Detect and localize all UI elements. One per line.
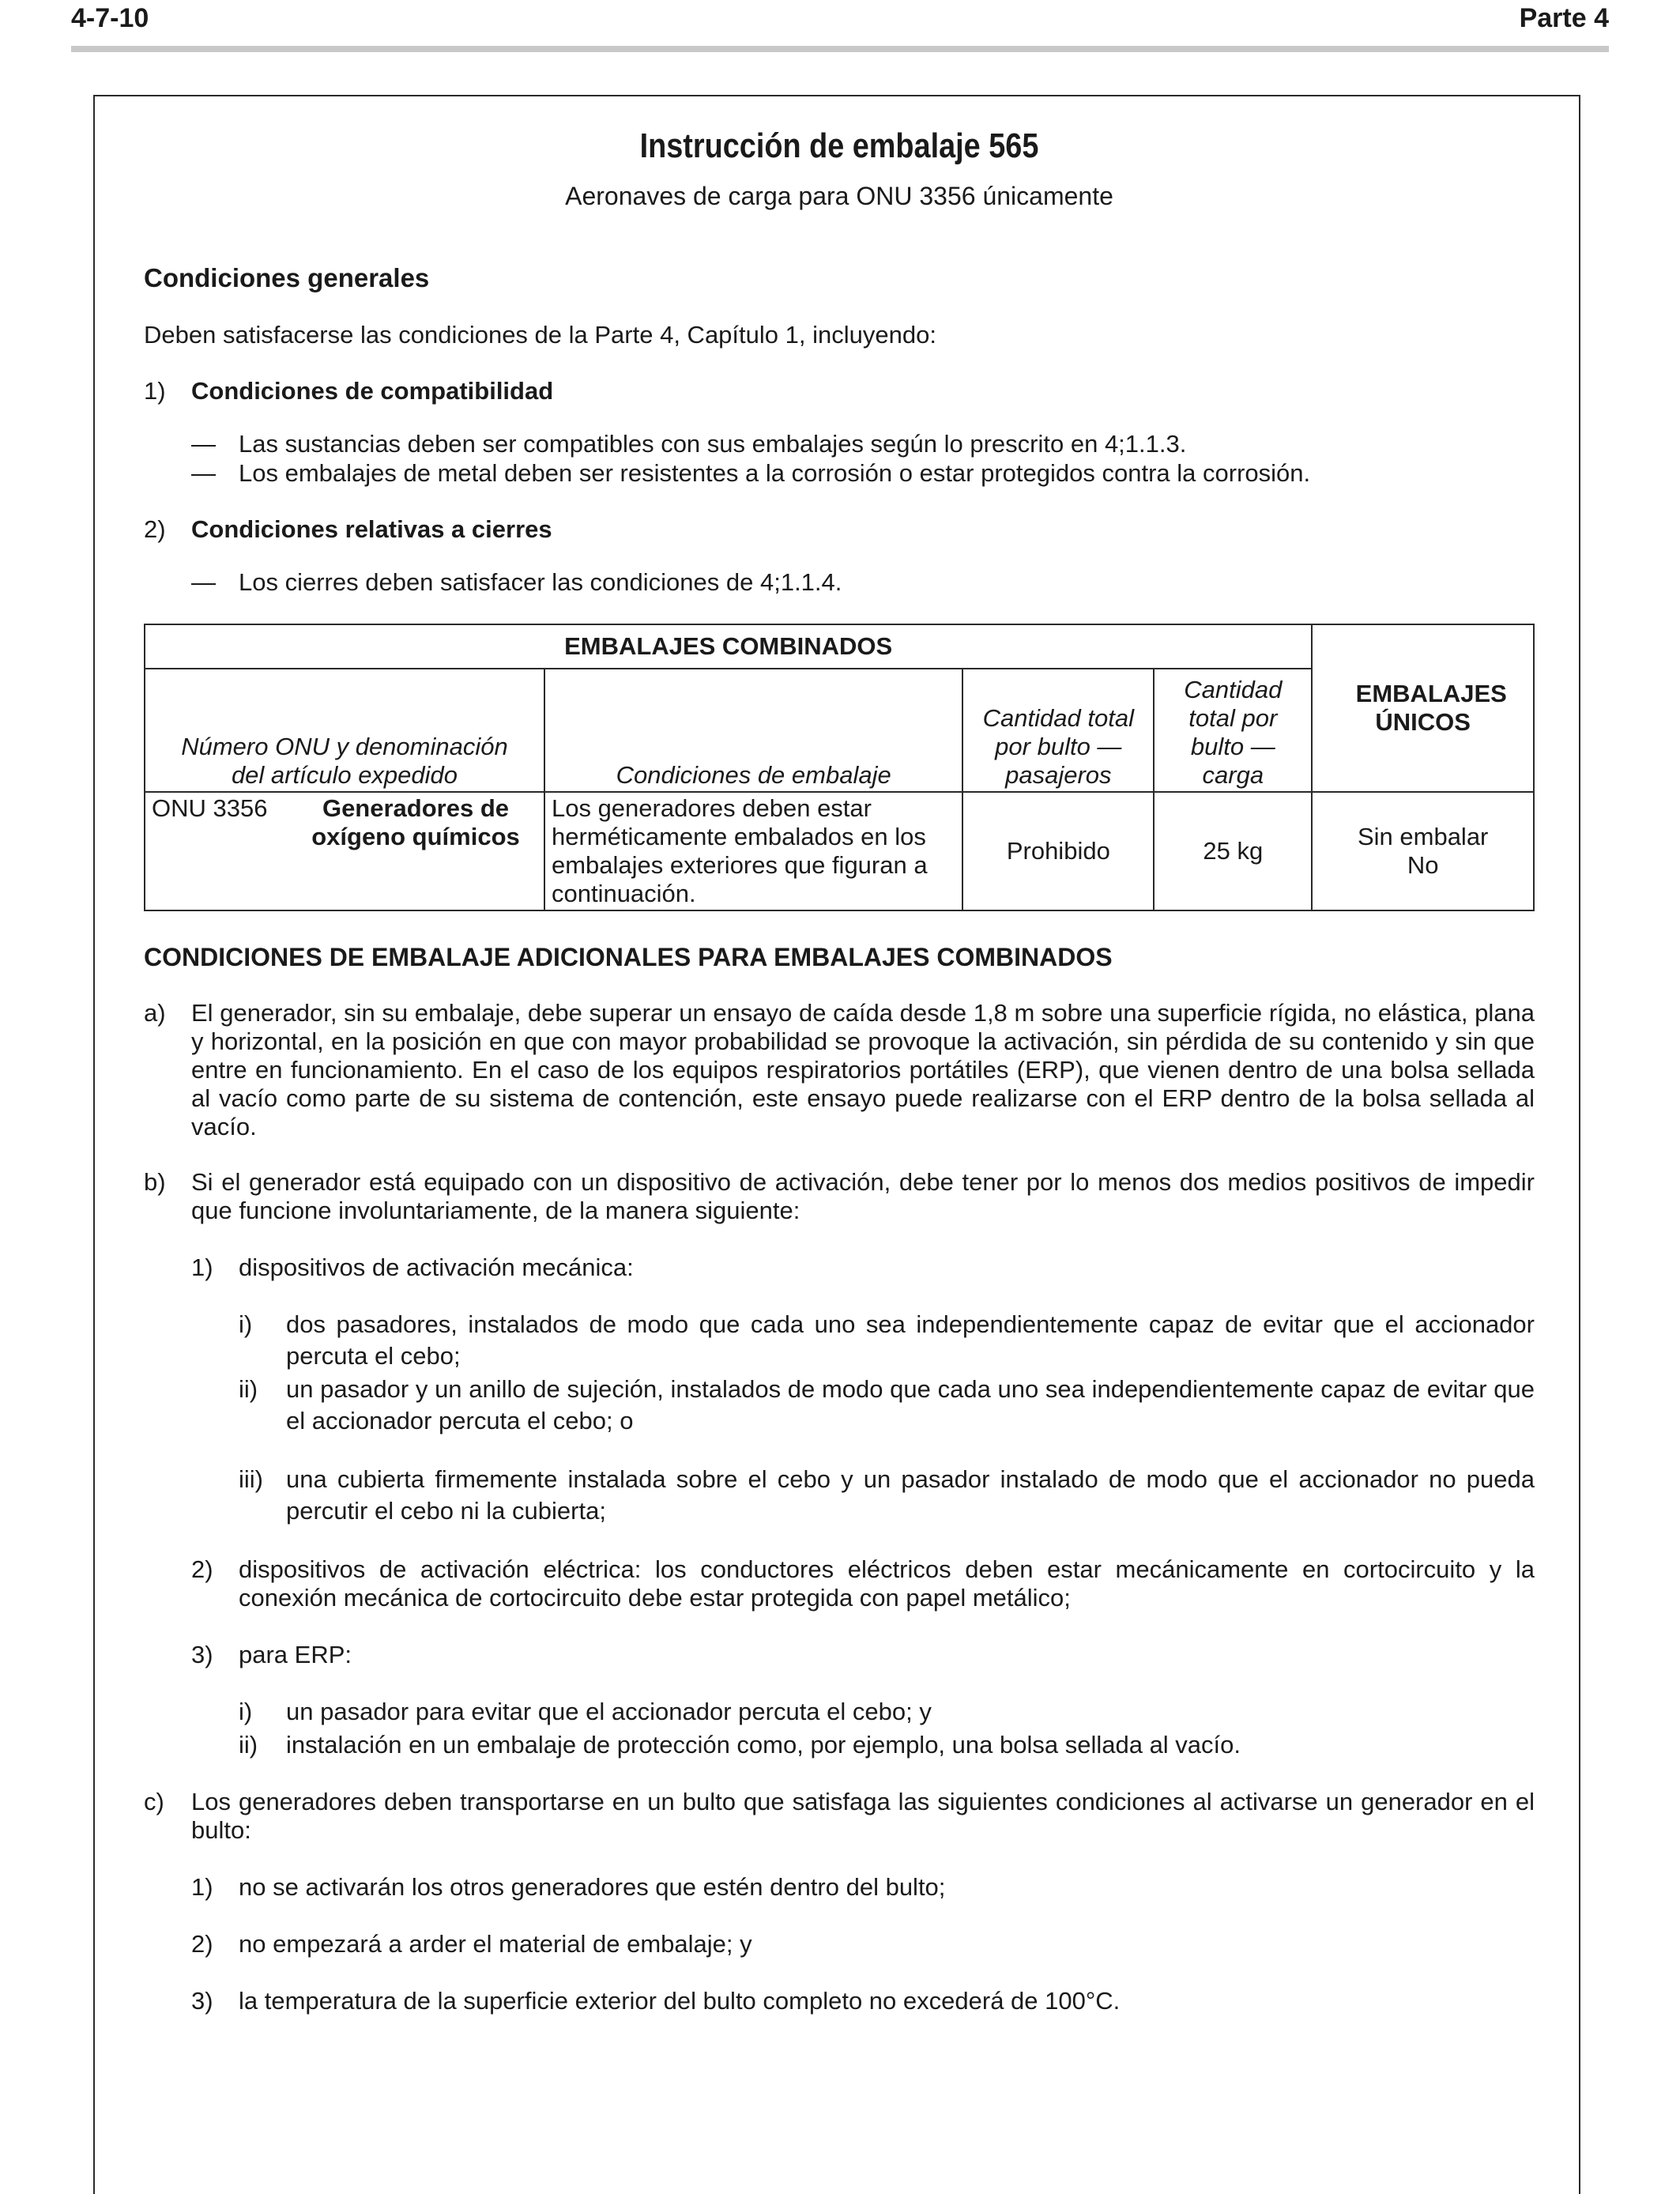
general-intro: Deben satisfacerse las condiciones de la Parte 4, Capítulo 1, incluyendo: [144, 321, 936, 349]
item-marker: 2) [191, 1555, 213, 1583]
item-marker: 2) [144, 515, 166, 543]
item-text: no se activarán los otros generadores que estén dentro del bulto; [239, 1873, 946, 1901]
item-marker: 3) [191, 1641, 213, 1668]
list-item-text: Los embalajes de metal deben ser resistentes a la corrosión o estar protegidos contra la corrosión. [239, 459, 1311, 487]
item-marker: 1) [191, 1873, 213, 1901]
condition-b-3-i [239, 1696, 1535, 1728]
condition-c [144, 1788, 1535, 1845]
condition-b-3 [191, 1641, 1535, 1669]
instruction-content [144, 96, 1535, 2015]
compatibility-list [191, 429, 1535, 488]
passenger-cell: Prohibido [962, 792, 1154, 910]
article-name: Generadores de oxígeno químicos [311, 794, 520, 850]
un-number: ONU 3356 [152, 794, 268, 822]
cargo-cell: 25 kg [1154, 792, 1312, 910]
list-item-text: Los cierres deben satisfacer las condiciones de 4;1.1.4. [239, 568, 842, 596]
page-subtitle: Aeronaves de carga para ONU 3356 únicamente [565, 182, 1113, 210]
condition-c-3 [191, 1987, 1535, 2015]
condition-b [144, 1168, 1535, 1225]
item-marker: ii) [239, 1375, 258, 1403]
single-value-2: No [1407, 851, 1439, 879]
item-marker: 1) [144, 377, 166, 405]
passenger-column-header-text: Cantidad total por bulto — pasajeros [982, 704, 1134, 789]
general-item-closures [144, 515, 1535, 544]
list-item-text: Las sustancias deben ser compatibles con sus embalajes según lo prescrito en 4;1.1.3. [239, 430, 1187, 458]
condition-b-1-i [239, 1309, 1535, 1372]
item-marker: iii) [239, 1465, 263, 1493]
condition-b-1-ii [239, 1374, 1535, 1437]
item-text: dos pasadores, instalados de modo que cada uno sea independientemente capaz de evitar que el accionador percuta el cebo; [286, 1310, 1535, 1370]
condition-a [144, 999, 1535, 1141]
list-item [191, 567, 1535, 597]
item-text: Si el generador está equipado con un dispositivo de activación, debe tener por lo menos dos medios positivos de impedir que funcione involuntariamente, de la manera siguiente: [191, 1168, 1535, 1224]
instruction-frame [93, 95, 1580, 2194]
single-header-text: EMBALAJES ÚNICOS [1355, 680, 1507, 736]
cargo-column-header [1154, 669, 1312, 792]
combined-header: EMBALAJES COMBINADOS [145, 624, 1312, 669]
running-head [71, 3, 1609, 40]
item-text: un pasador y un anillo de sujeción, instalados de modo que cada uno sea independientemente capaz de evitar que el accionador percuta el cebo; o [286, 1375, 1535, 1434]
item-text: un pasador para evitar que el accionador percuta el cebo; y [286, 1698, 932, 1725]
item-marker: a) [144, 999, 166, 1027]
dash-marker: — [191, 430, 216, 458]
table-row [145, 792, 1534, 910]
single-cell [1312, 792, 1534, 910]
packaging-table [144, 624, 1535, 911]
closures-list [191, 567, 1535, 597]
condition-c-2 [191, 1930, 1535, 1958]
item-text: instalación en un embalaje de protección como, por ejemplo, una bolsa sellada al vacío. [286, 1731, 1241, 1759]
additional-heading: CONDICIONES DE EMBALAJE ADICIONALES PARA EMBALAJES COMBINADOS [144, 943, 1113, 971]
item-text: la temperatura de la superficie exterior del bulto completo no excederá de 100°C. [239, 1987, 1121, 2015]
header-rule [71, 46, 1609, 52]
item-text: para ERP: [239, 1641, 352, 1668]
dash-marker: — [191, 568, 216, 596]
un-column-header-text: Número ONU y denominación del artículo expedido [181, 733, 508, 789]
conditions-cell: Los generadores deben estar herméticamente embalados en los embalajes exteriores que figuran a continuación. [544, 792, 962, 910]
conditions-column-header: Condiciones de embalaje [544, 669, 962, 792]
un-cell [145, 792, 544, 910]
item-marker: i) [239, 1310, 253, 1338]
item-text: El generador, sin su embalaje, debe superar un ensayo de caída desde 1,8 m sobre una superficie rígida, no elástica, plana y horizontal, en la posición en que con mayor probabilidad se provoque la activación, sin pérdida de su contenido y sin que entre en funcionamiento. En el caso de los equipos respiratorios portátiles (ERP), que vienen dentro de una bolsa sellada al vacío como parte de su sistema de contención, este ensayo puede realizarse con el ERP dentro de la bolsa sellada al vacío. [191, 999, 1535, 1140]
cargo-column-header-text: Cantidad total por bulto — carga [1184, 676, 1283, 789]
item-marker: i) [239, 1698, 253, 1725]
item-marker: 1) [191, 1253, 213, 1281]
item-text: no empezará a arder el material de embalaje; y [239, 1930, 752, 1958]
un-column-header [145, 669, 544, 792]
general-item-compatibility [144, 376, 1535, 405]
item-marker: 3) [191, 1987, 213, 2015]
item-marker: b) [144, 1168, 166, 1196]
item-title: Condiciones de compatibilidad [191, 377, 554, 405]
page-number: 4-7-10 [71, 3, 149, 33]
general-heading: Condiciones generales [144, 263, 430, 292]
condition-b-1-iii [239, 1464, 1535, 1527]
item-title: Condiciones relativas a cierres [191, 515, 552, 543]
item-text: una cubierta firmemente instalada sobre el cebo y un pasador instalado de modo que el accionador no pueda percutir el cebo ni la cubierta; [286, 1465, 1535, 1525]
list-item [191, 458, 1535, 488]
single-value-1: Sin embalar [1357, 823, 1489, 850]
item-text: dispositivos de activación mecánica: [239, 1253, 634, 1281]
item-text: dispositivos de activación eléctrica: los conductores eléctricos deben estar mecánicamente en cortocircuito y la conexión mecánica de cortocircuito debe estar protegida con papel metálico; [239, 1555, 1535, 1612]
single-header [1312, 624, 1534, 792]
item-marker: c) [144, 1788, 164, 1815]
condition-b-2 [191, 1555, 1535, 1612]
condition-b-1 [191, 1253, 1535, 1282]
passenger-column-header [962, 669, 1154, 792]
list-item [191, 429, 1535, 458]
dash-marker: — [191, 459, 216, 487]
page-title: Instrucción de embalaje 565 [639, 126, 1039, 165]
item-marker: ii) [239, 1731, 258, 1759]
condition-c-1 [191, 1873, 1535, 1902]
item-text: Los generadores deben transportarse en un bulto que satisfaga las siguientes condiciones al activarse un generador en el bulto: [191, 1788, 1535, 1844]
item-marker: 2) [191, 1930, 213, 1958]
condition-b-3-ii [239, 1729, 1535, 1761]
part-label: Parte 4 [1519, 3, 1609, 33]
